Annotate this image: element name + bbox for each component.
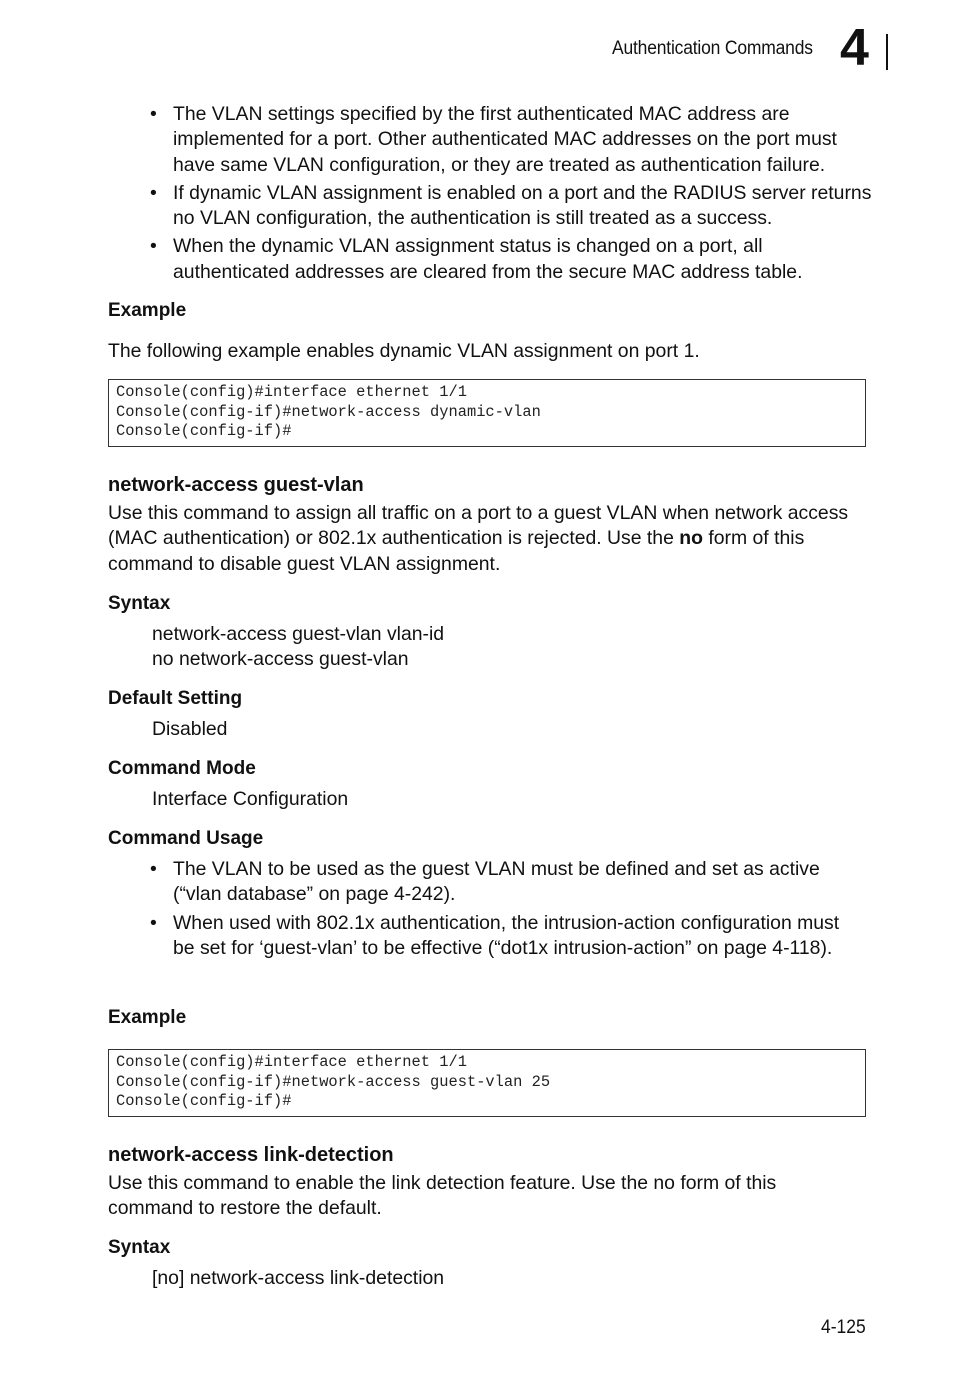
- section-heading-example: Example: [108, 1007, 187, 1028]
- mode-value: Interface Configuration: [152, 788, 349, 810]
- code-line: Console(config)#interface ethernet 1/1: [116, 383, 467, 401]
- default-value: Disabled: [152, 718, 228, 740]
- list-item: • If dynamic VLAN assignment is enabled on a port and the RADIUS server returns no VLAN configuration, the authentication is still treated as a success.: [150, 181, 872, 230]
- section-heading-syntax: Syntax: [108, 593, 171, 614]
- code-line: Console(config)#interface ethernet 1/1: [116, 1053, 467, 1071]
- section-heading-usage: Command Usage: [108, 828, 264, 849]
- code-block: [108, 1049, 866, 1117]
- code-line: Console(config-if)#: [116, 422, 292, 441]
- code-line: Console(config-if)#: [116, 1092, 292, 1111]
- section-heading-syntax: Syntax: [108, 1237, 171, 1258]
- chapter-divider: [886, 34, 888, 70]
- usage-list: [150, 857, 840, 961]
- syntax-line: [no] network-access link-detection: [152, 1267, 445, 1289]
- code-block: [108, 379, 866, 447]
- running-header-title: Authentication Commands: [612, 38, 813, 59]
- list-item: • The VLAN settings specified by the first authenticated MAC address are implemented for a port. Other authenticated MAC addresses on the port must have same VLAN configuration, or they are treated as authentication failure.: [150, 103, 837, 176]
- list-item: • When the dynamic VLAN assignment status is changed on a port, all authenticated addresses are cleared from the secure MAC address table.: [150, 235, 803, 283]
- section-heading-default: Default Setting: [108, 688, 243, 709]
- code-line: Console(config-if)#network-access guest-vlan 25: [116, 1072, 551, 1091]
- list-item: • When used with 802.1x authentication, the intrusion-action configuration must be set for ‘guest-vlan’ to be effective (“dot1x intrusion-action” on page 4-118).: [150, 911, 840, 959]
- page-number: 4-125: [821, 1317, 866, 1338]
- command-description: Use this command to enable the link detection feature. Use the no form of this command to restore the default.: [108, 1172, 777, 1220]
- syntax-line: no network-access guest-vlan: [152, 648, 409, 670]
- example-description: The following example enables dynamic VLAN assignment on port 1.: [108, 340, 700, 362]
- chapter-number: 4: [840, 19, 869, 77]
- command-description: Use this command to assign all traffic on a port to a guest VLAN when network access (MAC authentication) or 802.1x authentication is rejected. Use the no form of this command to disable guest VLAN assignment.: [108, 502, 849, 575]
- bullet-list-top: [150, 102, 880, 285]
- command-title: network-access link-detection: [108, 1144, 394, 1166]
- section-heading-example: Example: [108, 300, 187, 321]
- code-line: Console(config-if)#network-access dynamic-vlan: [116, 402, 541, 421]
- section-heading-mode: Command Mode: [108, 758, 256, 779]
- syntax-line: network-access guest-vlan vlan-id: [152, 623, 445, 645]
- list-item: • The VLAN to be used as the guest VLAN must be defined and set as active (“vlan database” on page 4-242).: [150, 858, 820, 906]
- command-title: network-access guest-vlan: [108, 474, 364, 496]
